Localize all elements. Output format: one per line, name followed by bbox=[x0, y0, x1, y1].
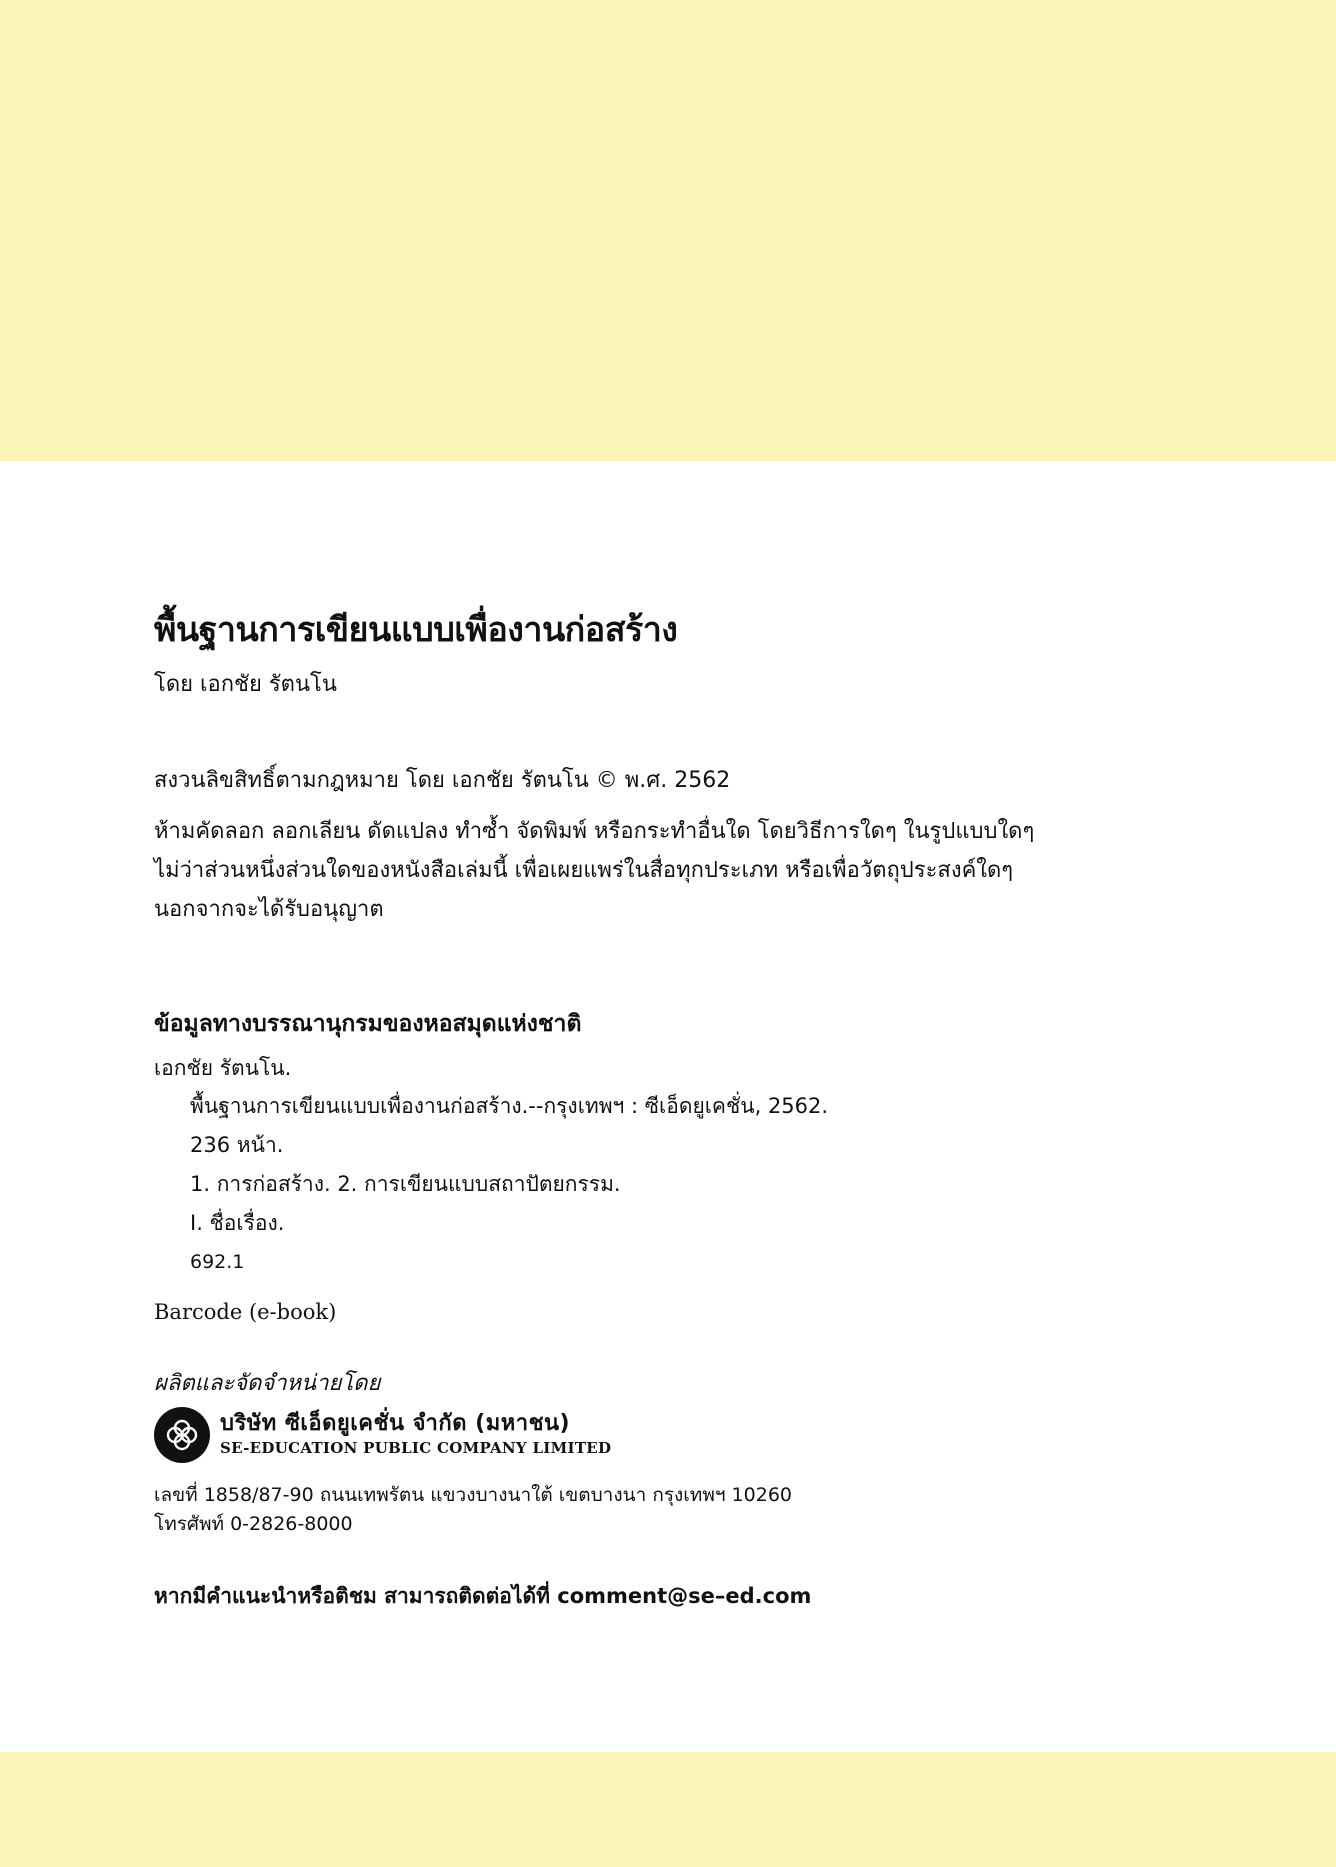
copyright-page bbox=[154, 600, 1194, 1613]
publisher-name-thai: บริษัท ซีเอ็ดยูเคชั่น จำกัด (มหาชน) bbox=[220, 1411, 571, 1436]
copyright-statement: สงวนลิขสิทธิ์ตามกฎหมาย โดย เอกชัย รัตนโน © พ.ศ. 2562 bbox=[154, 768, 731, 793]
copyright-notice-line: ห้ามคัดลอก ลอกเลียน ดัดแปลง ทำซ้ำ จัดพิมพ์ หรือกระทำอื่นใด โดยวิธีการใดๆ ในรูปแบบใดๆ bbox=[154, 819, 1035, 844]
copyright-notice-line: ไม่ว่าส่วนหนึ่งส่วนใดของหนังสือเล่มนี้ เพื่อเผยแพร่ในสื่อทุกประเภท หรือเพื่อวัตถุประสงค์ใดๆ bbox=[154, 858, 1014, 883]
feedback-text: หากมีคำแนะนำหรือติชม สามารถติดต่อได้ที่ bbox=[154, 1584, 558, 1608]
cip-title-line: พื้นฐานการเขียนแบบเพื่องานก่อสร้าง.--กรุงเทพฯ : ซีเอ็ดยูเคชั่น, 2562. bbox=[190, 1094, 829, 1118]
se-ed-logo-mark bbox=[165, 1418, 199, 1452]
publisher-name-english: SE-EDUCATION PUBLIC COMPANY LIMITED bbox=[220, 1439, 612, 1457]
cip-subjects: 1. การก่อสร้าง. 2. การเขียนแบบสถาปัตยกรรม. bbox=[190, 1172, 621, 1196]
feedback-email-link[interactable]: comment@se–ed.com bbox=[557, 1584, 812, 1608]
cip-details bbox=[154, 1089, 1194, 1279]
copyright-notice-line: นอกจากจะได้รับอนุญาต bbox=[154, 897, 384, 922]
feedback-contact bbox=[154, 1579, 1194, 1613]
top-color-band bbox=[0, 0, 1336, 461]
publisher-address: เลขที่ 1858/87-90 ถนนเทพรัตน แขวงบางนาใต้ เขตบางนา กรุงเทพฯ 10260 bbox=[154, 1484, 792, 1506]
distributed-by-label: ผลิตและจัดจำหน่ายโดย bbox=[154, 1371, 381, 1396]
publisher-phone: โทรศัพท์ 0-2826-8000 bbox=[154, 1513, 353, 1535]
cip-heading: ข้อมูลทางบรรณานุกรมของหอสมุดแห่งชาติ bbox=[154, 1010, 582, 1037]
cataloging-in-publication bbox=[154, 1007, 1194, 1279]
book-title: พื้นฐานการเขียนแบบเพื่องานก่อสร้าง bbox=[154, 610, 678, 650]
publisher-block bbox=[154, 1407, 1194, 1463]
book-byline: โดย เอกชัย รัตนโน bbox=[154, 672, 337, 697]
cip-pages: 236 หน้า. bbox=[190, 1133, 284, 1157]
cip-classification: 692.1 bbox=[190, 1251, 245, 1273]
bottom-color-band bbox=[0, 1752, 1336, 1867]
copyright-notice bbox=[154, 812, 1194, 929]
publisher-names bbox=[220, 1411, 611, 1459]
se-ed-logo-icon bbox=[154, 1407, 210, 1463]
publisher-address-block bbox=[154, 1481, 1194, 1539]
cip-author: เอกชัย รัตนโน. bbox=[154, 1056, 292, 1080]
cip-added-entry: I. ชื่อเรื่อง. bbox=[190, 1211, 285, 1235]
barcode-label: Barcode (e-book) bbox=[154, 1300, 337, 1324]
